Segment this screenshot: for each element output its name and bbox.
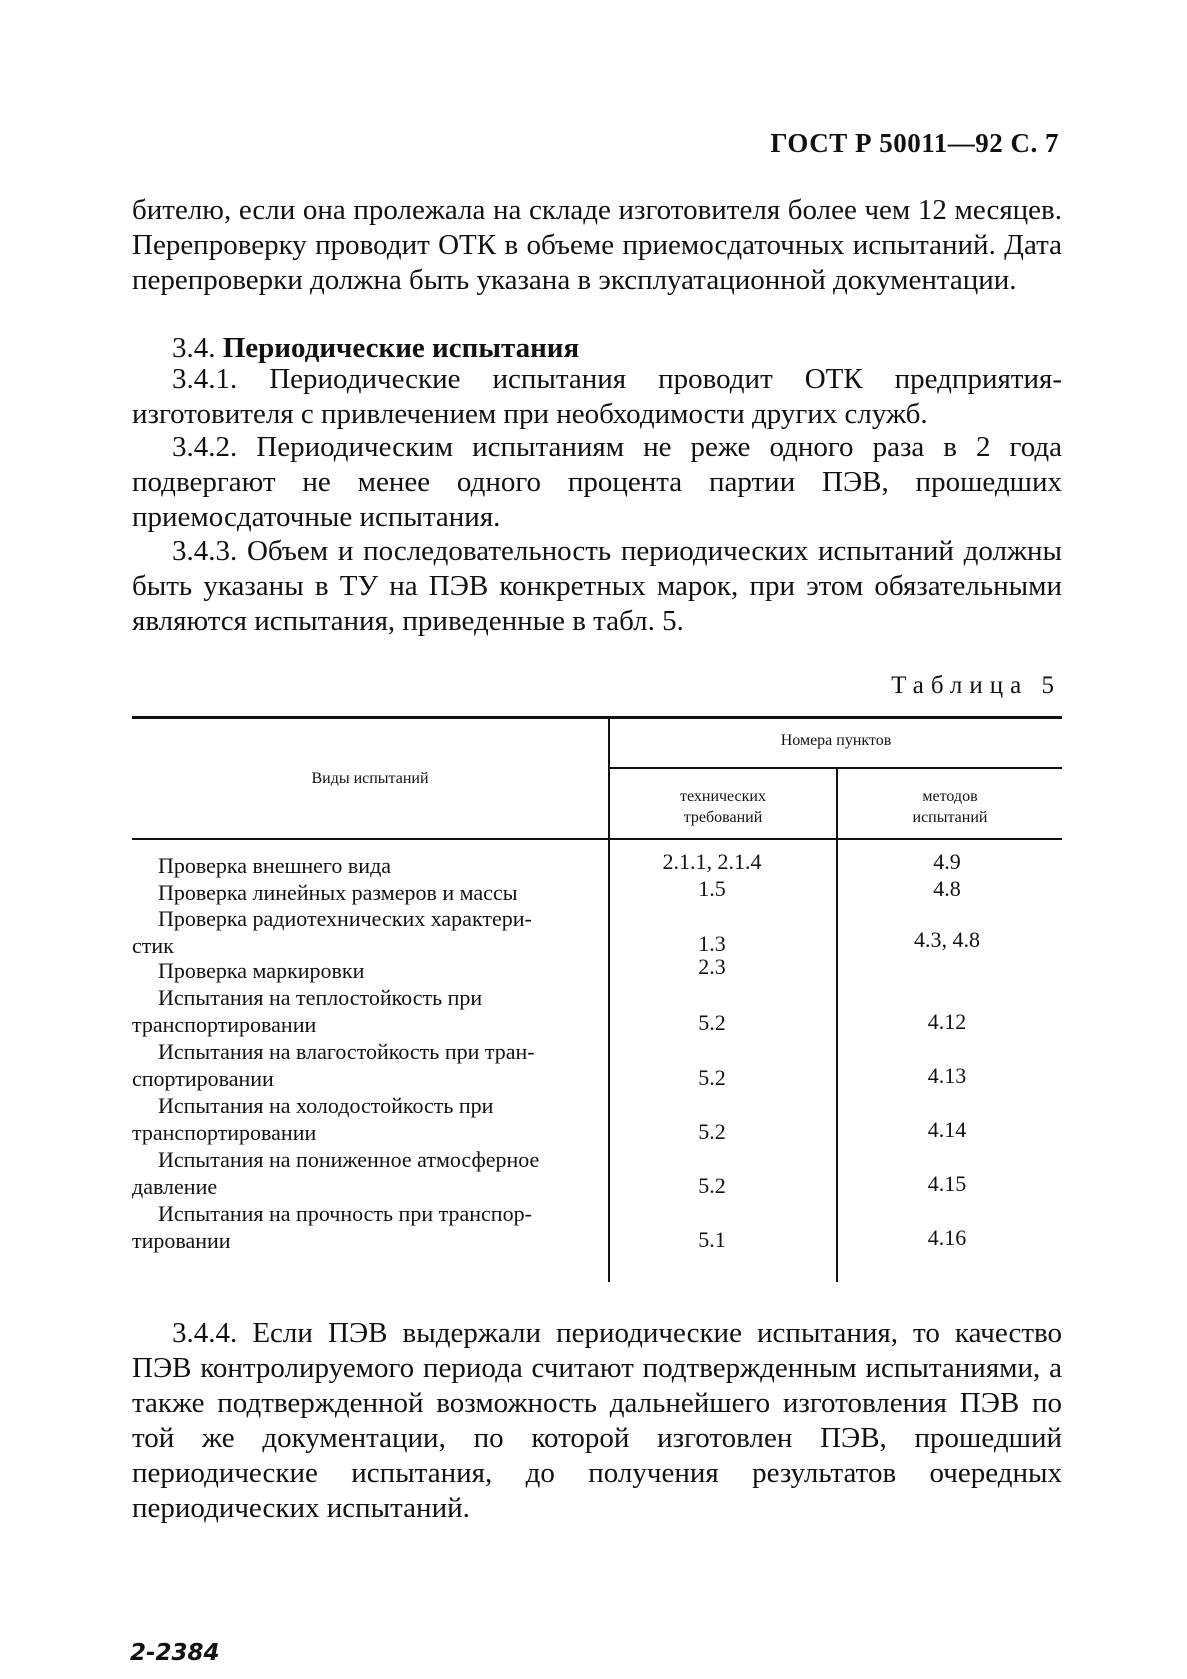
paragraph-intro [132, 193, 1062, 298]
paragraph-3-4-2-text: 3.4.2. Периодическим испытаниям не реже одного раза в 2 года подвергают не менее одного процента партии ПЭВ, прошедших приемосдаточные испытания. [132, 431, 1062, 533]
row-name-line1: Проверка внешнего вида [158, 853, 392, 878]
table-header-bottom-rule [132, 838, 1062, 840]
row-method: 4.15 [927, 1171, 967, 1196]
paragraph-3-4-1-text: 3.4.1. Периодические испытания проводит ОТК предприятия-изготовителя с привлечением при необходимости других служб. [132, 363, 1062, 430]
row-name-line1: Проверка маркировки [158, 958, 365, 983]
row-name-line1: Проверка линейных размеров и массы [158, 880, 518, 905]
row-name-line2: транспортировании [132, 1012, 317, 1037]
row-name-line2: транспортировании [132, 1120, 317, 1145]
paragraph-intro-text: бителю, если она пролежала на складе изготовителя более чем 12 месяцев. Перепроверку проводит ОТК в объеме приемосдаточных испытаний. Дата перепроверки должна быть указана в эксплуатационной документации. [132, 194, 1062, 296]
row-tech: 5.1 [698, 1227, 726, 1252]
section-number: 3.4. [172, 332, 216, 364]
row-method: 4.9 [933, 849, 961, 874]
row-method: 4.13 [927, 1063, 967, 1088]
row-tech: 5.2 [698, 1173, 726, 1198]
header-test-methods-line1: методов [922, 788, 978, 805]
header-test-types: Виды испытаний [311, 770, 429, 787]
row-tech: 5.2 [698, 1119, 726, 1144]
section-title: Периодические испытания [222, 332, 580, 364]
running-header: ГОСТ Р 50011—92 С. 7 [770, 128, 1059, 158]
row-name-line2: спортировании [132, 1066, 274, 1091]
row-method: 4.12 [927, 1009, 967, 1034]
row-method: 4.8 [933, 876, 961, 901]
row-tech: 1.3 [698, 931, 726, 956]
table-5 [132, 716, 1062, 1282]
section-heading [172, 332, 579, 365]
row-method: 4.14 [927, 1117, 967, 1142]
paragraph-3-4-4-text: 3.4.4. Если ПЭВ выдержали периодические испытания, то качество ПЭВ контролируемого периода считают подтвержденным испытаниями, а также подтвержденной возможность дальнейшего изготовления ПЭВ по той же документации, по которой изготовлен ПЭВ, прошедший периодические испытания, до получения результатов очередных периодических испытаний. [132, 1317, 1062, 1524]
row-tech: 2.1.1, 2.1.4 [662, 849, 762, 874]
paragraph-3-4-3-text: 3.4.3. Объем и последовательность периодических испытаний должны быть указаны в ТУ на ПЭВ конкретных марок, при этом обязательными являются испытания, приведенные в табл. 5. [132, 535, 1062, 637]
table-caption: Таблица 5 [891, 672, 1061, 699]
paragraph-3-4-2 [132, 430, 1062, 535]
row-name-line1: Испытания на прочность при транспор- [158, 1201, 532, 1226]
row-method: 4.16 [927, 1225, 967, 1250]
row-name-line2: стик [132, 933, 174, 958]
row-name-line2: давление [132, 1174, 218, 1199]
row-tech: 5.2 [698, 1010, 726, 1035]
header-tech-requirements [610, 786, 836, 828]
row-name-line1: Испытания на пониженное атмосферное [158, 1147, 540, 1172]
row-name-line1: Испытания на теплостойкость при [158, 985, 483, 1010]
header-tech-requirements-line2: требований [683, 809, 763, 826]
header-test-methods-line2: испытаний [912, 809, 988, 826]
sheet-code: 2-2384 [130, 1640, 220, 1666]
paragraph-3-4-3 [132, 534, 1062, 639]
header-clause-numbers: Номера пунктов [780, 732, 892, 749]
row-method: 4.3, 4.8 [914, 927, 980, 952]
header-tech-requirements-line1: технических [680, 788, 766, 805]
table-top-rule [132, 716, 1062, 719]
paragraph-3-4-1 [132, 362, 1062, 432]
row-tech: 5.2 [698, 1065, 726, 1090]
row-name-line2: тировании [132, 1228, 231, 1253]
row-name-line1: Испытания на влагостойкость при тран- [158, 1039, 535, 1064]
paragraph-3-4-4 [132, 1316, 1062, 1526]
row-name-line1: Испытания на холодостойкость при [158, 1093, 494, 1118]
row-tech: 1.5 [698, 876, 726, 901]
header-test-methods [838, 786, 1062, 828]
row-name-line1: Проверка радиотехнических характери- [158, 906, 532, 931]
row-tech: 2.3 [698, 954, 726, 979]
